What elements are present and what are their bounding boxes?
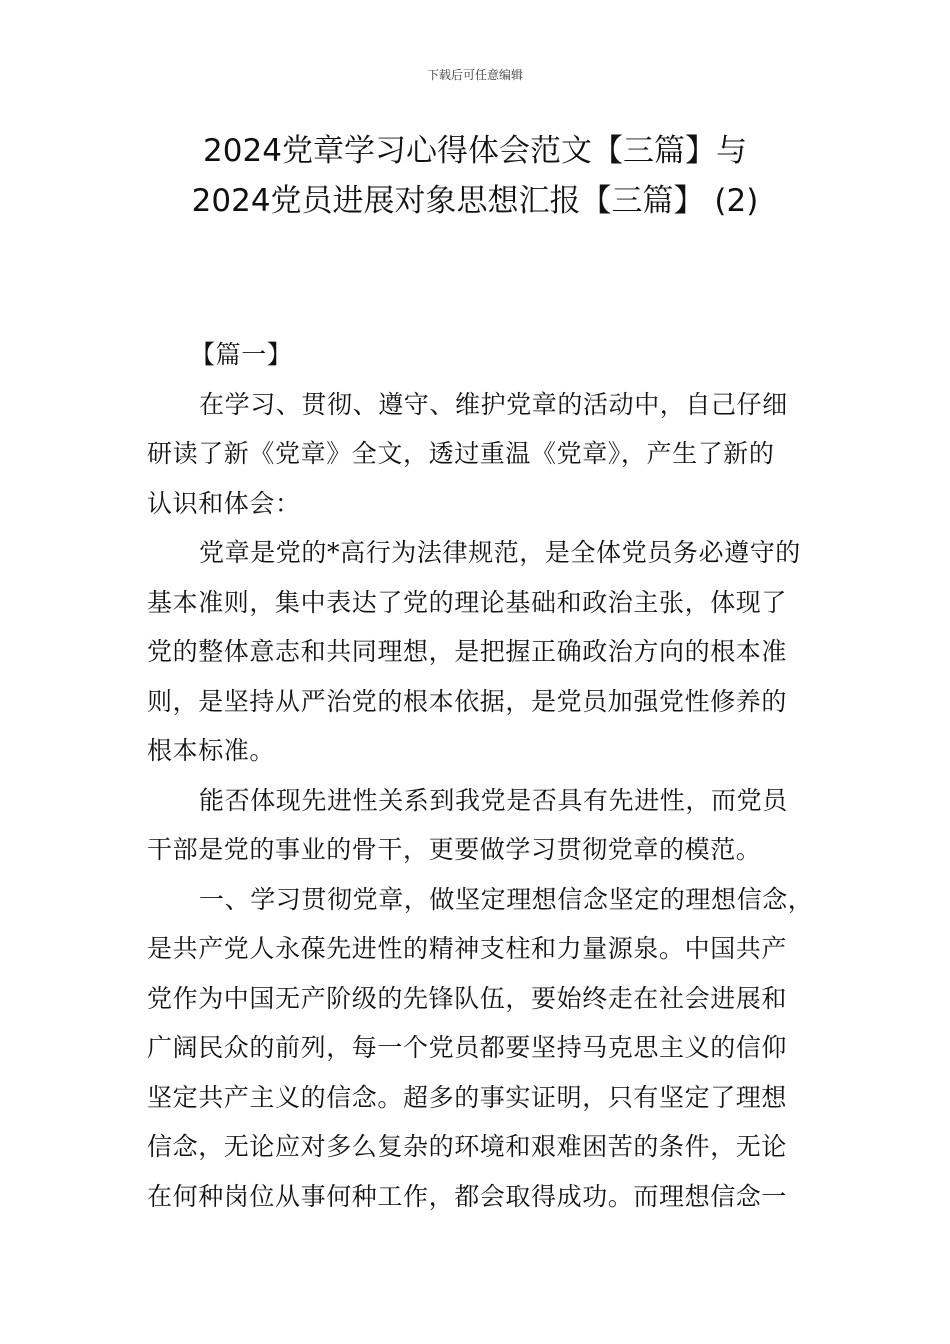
text-line: 研读了新《党章》全文，透过重温《党章》，产生了新的 [147, 439, 775, 468]
paragraph-2 [147, 528, 827, 776]
text-line: 坚定共产主义的信念。超多的事实证明，只有坚定了理想 [147, 1082, 788, 1112]
text-line: 党章是党的*高行为法律规范，是全体党员务必遵守的 [199, 538, 801, 567]
header-note: 下载后可任意编辑 [426, 68, 523, 82]
text-line: 在学习、贯彻、遵守、维护党章的活动中，自己仔细 [199, 389, 788, 419]
text-line: 基本准则，集中表达了党的理论基础和政治主张，体现了 [147, 587, 788, 617]
title-line-1: 2024党章学习心得体会范文【三篇】与 [203, 133, 747, 169]
text-line: 根本标准。 [147, 736, 276, 765]
text-line: 干部是党的事业的骨干，更要做学习贯彻党章的模范。 [147, 835, 762, 864]
title-line-2: 2024党员进展对象思想汇报【三篇】 (2) [191, 183, 759, 219]
paragraph-1 [147, 380, 827, 529]
text-line: 则，是坚持从严治党的根本依据，是党员加强党性修养的 [147, 686, 788, 716]
text-line: 党的整体意志和共同理想，是把握正确政治方向的根本准 [147, 637, 788, 666]
paragraph-4 [147, 875, 827, 1222]
text-line: 认识和体会： [147, 488, 301, 518]
paragraph-3 [147, 776, 827, 875]
document-body [147, 330, 827, 1221]
section-heading: 【篇一】 [190, 340, 293, 369]
text-line: 信念，无论应对多么复杂的环境和艰难困苦的条件，无论 [147, 1132, 788, 1161]
text-line: 能否体现先进性关系到我党是否具有先进性，而党员 [199, 785, 788, 815]
text-line: 一、学习贯彻党章，做坚定理想信念坚定的理想信念， [199, 884, 814, 914]
text-line: 在何种岗位从事何种工作，都会取得成功。而理想信念一 [147, 1181, 788, 1211]
document-title [80, 126, 870, 226]
text-line: 党作为中国无产阶级的先锋队伍，要始终走在社会进展和 [147, 983, 788, 1013]
text-line: 广阔民众的前列，每一个党员都要坚持马克思主义的信仰 [147, 1033, 788, 1062]
text-line: 是共产党人永葆先进性的精神支柱和力量源泉。中国共产 [147, 934, 788, 963]
